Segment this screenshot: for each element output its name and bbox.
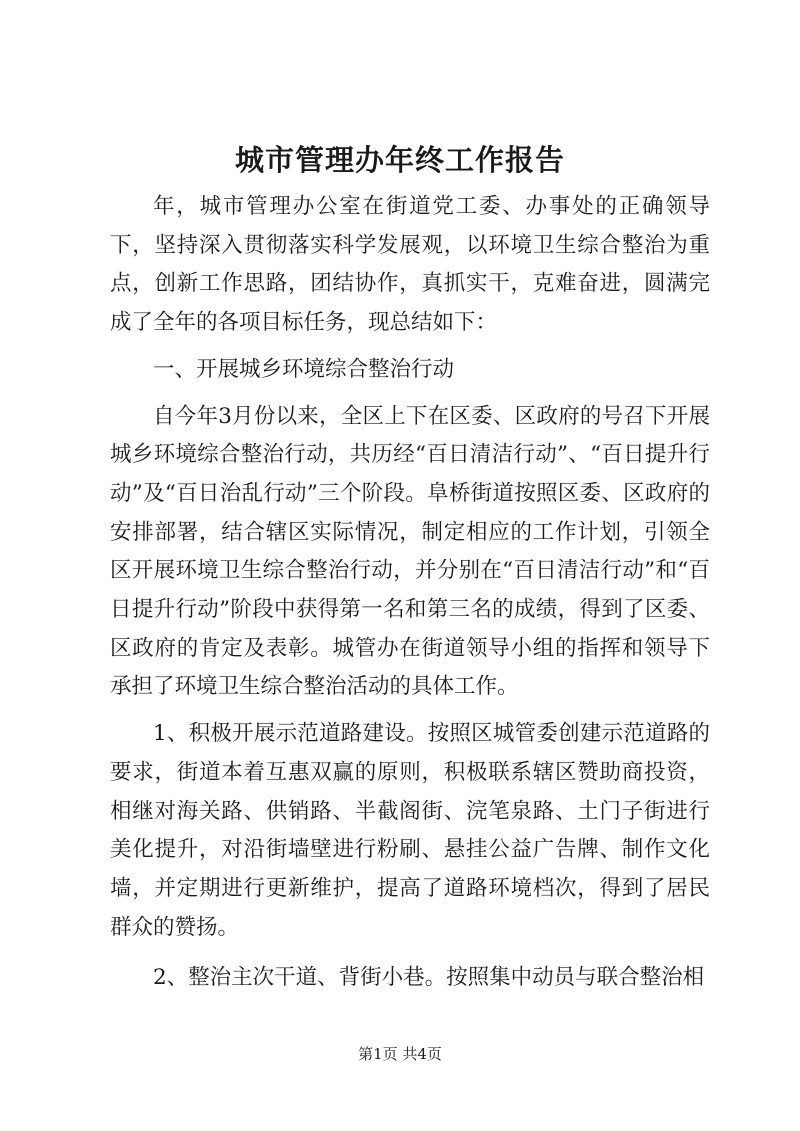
paragraph-item-1: 1、积极开展示范道路建设。按照区城管委创建示范道路的要求，街道本着互惠双赢的原则，积极联系辖区赞助商投资，相继对海关路、供销路、半截阁街、浣笔泉路、土门子街进行美化提升，对沿街墙壁进行粉刷、悬挂公益广告牌、制作文化墙，并定期进行更新维护，提高了道路环境档次，得到了居民群众的赞扬。 — [110, 721, 710, 940]
document-title: 城市管理办年终工作报告 — [234, 143, 565, 177]
paragraph-section-1: 自今年3月份以来，全区上下在区委、区政府的号召下开展城乡环境综合整治行动，共历经“百日清洁行动”、“百日提升行动”及“百日治乱行动”三个阶段。阜桥街道按照区委、区政府的安排部署，结合辖区实际情况，制定相应的工作计划，引领全区开展环境卫生综合整治行动，并分别在“百日清洁行动”和“百日提升行动”阶段中获得第一名和第三名的成绩，得到了区委、区政府的肯定及表彰。城管办在街道领导小组的指挥和领导下承担了环境卫生综合整治活动的具体工作。 — [110, 403, 710, 700]
document-body — [110, 188, 710, 998]
paragraph-intro: 年，城市管理办公室在街道党工委、办事处的正确领导下，坚持深入贯彻落实科学发展观，以环境卫生综合整治为重点，创新工作思路，团结协作，真抓实干，克难奋进，圆满完成了全年的各项目标任务，现总结如下： — [110, 194, 710, 336]
paragraph-item-2: 2、整治主次干道、背街小巷。按照集中动员与联合整治相 — [153, 965, 705, 991]
section-heading-1: 一、开展城乡环境综合整治行动 — [153, 356, 455, 382]
page-number: 第1页 共4页 — [358, 1045, 442, 1063]
